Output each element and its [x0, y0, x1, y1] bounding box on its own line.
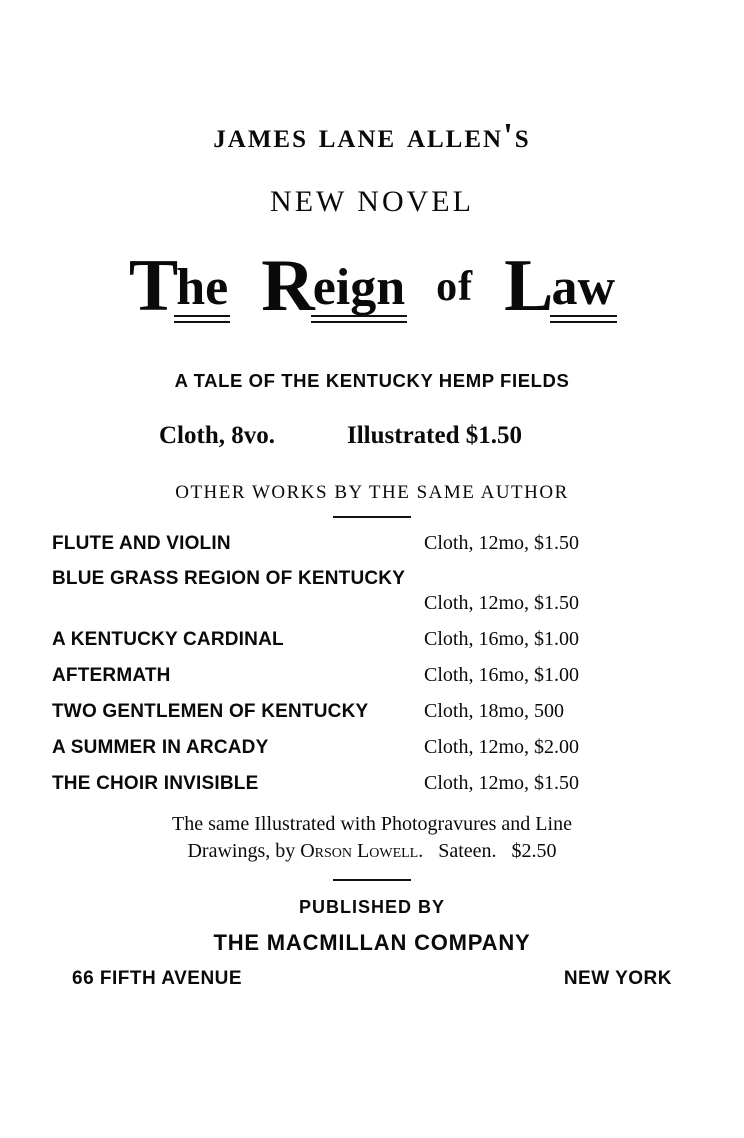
work-title: A SUMMER IN ARCADY: [52, 736, 269, 758]
divider-rule-bottom: [333, 879, 411, 881]
publisher-city: NEW YORK: [563, 967, 672, 989]
title-rest-eign: eign: [312, 259, 406, 316]
book-title: [0, 245, 744, 327]
list-item: [52, 664, 692, 687]
work-title: FLUTE AND VIOLIN: [52, 532, 231, 554]
list-item: [52, 700, 692, 723]
book-tagline: A TALE OF THE KENTUCKY HEMP FIELDS: [174, 369, 570, 391]
title-word-the: [128, 245, 229, 327]
divider-rule-top: [333, 516, 411, 518]
publisher-street: 66 FIFTH AVENUE: [72, 967, 243, 989]
published-by-label: PUBLISHED BY: [298, 896, 445, 917]
work-title: BLUE GRASS REGION OF KENTUCKY: [52, 567, 406, 589]
title-rest-aw: aw: [551, 259, 616, 316]
note-line-1: The same Illustrated with Photogravures and Line: [172, 812, 572, 835]
work-price: Cloth, 12mo, $1.50: [424, 531, 580, 554]
title-word-law: [504, 245, 616, 327]
work-price: Cloth, 16mo, $1.00: [424, 627, 580, 650]
list-item: [52, 532, 692, 555]
publisher-name: THE MACMILLAN COMPANY: [213, 929, 531, 955]
work-title: THE CHOIR INVISIBLE: [52, 772, 259, 794]
work-price: Cloth, 16mo, $1.00: [424, 663, 580, 686]
title-cap-t: T: [128, 245, 179, 327]
title-word-reign: [261, 245, 406, 327]
title-rest-he: he: [176, 259, 229, 316]
work-title: AFTERMATH: [52, 664, 171, 686]
work-title: TWO GENTLEMEN OF KENTUCKY: [52, 700, 369, 722]
new-novel-label: NEW NOVEL: [270, 185, 474, 218]
work-price: Cloth, 12mo, $2.00: [424, 735, 580, 758]
work-price: Cloth, 12mo, $1.50: [424, 771, 580, 794]
work-price: Cloth, 12mo, $1.50: [424, 591, 580, 614]
works-list: [52, 532, 692, 795]
binding-label: Cloth, 8vo.: [159, 421, 275, 449]
list-item: [52, 772, 692, 795]
title-cap-r: R: [261, 245, 315, 327]
other-works-heading: OTHER WORKS BY THE SAME AUTHOR: [175, 481, 569, 503]
title-cap-l: L: [504, 245, 554, 327]
note-line-2-suffix: Sateen. $2.50: [423, 839, 557, 862]
price-label: Illustrated $1.50: [347, 421, 522, 449]
author-name: james lane allen's: [213, 116, 531, 155]
illustrator-name: Orson Lowell.: [300, 839, 424, 862]
binding-and-price-row: [0, 422, 744, 450]
note-line-2: [0, 838, 744, 865]
illustrated-edition-note: [0, 811, 744, 865]
title-connector-of: of: [436, 264, 474, 310]
publisher-address-row: [0, 968, 744, 990]
note-line-2-prefix: Drawings, by: [187, 839, 301, 862]
list-item: [52, 736, 692, 759]
list-item: [52, 628, 692, 651]
work-price: Cloth, 18mo, 500: [424, 699, 565, 722]
work-title: A KENTUCKY CARDINAL: [52, 628, 284, 650]
list-item: [52, 568, 692, 615]
